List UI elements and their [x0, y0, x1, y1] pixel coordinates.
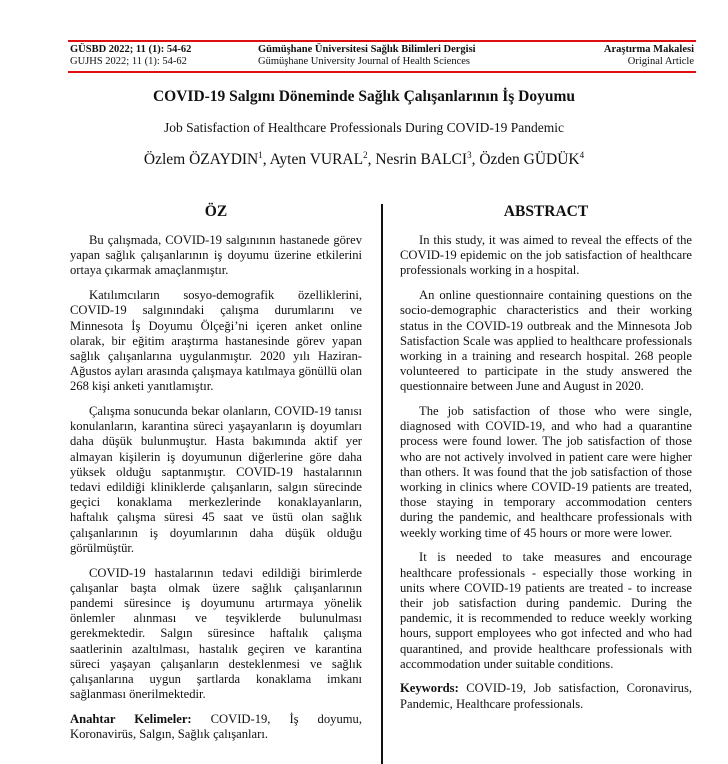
article-type-en: Original Article: [627, 56, 694, 67]
abstract-heading: ABSTRACT: [503, 203, 589, 220]
paper-title: COVID-19 Salgını Döneminde Sağlık Çalışanlarının İş Doyumu: [152, 88, 576, 105]
oz-heading: ÖZ: [204, 203, 228, 220]
article-type: [604, 44, 694, 68]
oz-section: [70, 203, 362, 742]
journal-header: [68, 40, 696, 73]
author-affiliation: 4: [579, 149, 585, 160]
author-name: Ayten VURAL: [269, 151, 364, 168]
oz-paragraph: COVID-19 hastalarının tedavi edildiği birimlerde çalışanlar başta olmak üzere sağlık çalışanlarının pandemi süresince iş doyumunu artırmaya yönelik önlemler alınması ve teşviklerde bulunulması gerekmektedir. Salgın süresince haftalık çalışma saatlerinin azaltılması, hastalık geçiren ve karantina süreci yaşayan çalışanların desteklenmesi ve sağlık çalışanlarına uygun şartlarda konaklama imkanı sağlanması önerilmektedir.: [70, 565, 362, 702]
abstract-keywords: [400, 681, 692, 711]
citation-tr: GÜSBD 2022; 11 (1): 54-62: [70, 44, 192, 55]
paper-subtitle: Job Satisfaction of Healthcare Professionals During COVID-19 Pandemic: [163, 120, 565, 135]
oz-paragraph: Çalışma sonucunda bekar olanların, COVID-19 tanısı konulanların, karantina süreci yaşayanların iş doyumları daha düşük bulunmuştur. Hasta bakımında aktif yer almayan kişilerin iş doyumunun diğerlerine göre daha yüksek olduğu saptanmıştır. COVID-19 hastalarının tedavi edildiği kliniklerde çalışanların, salgın sürecinde geçici konaklama merkezlerinde konaklayanların, haftalık çalışma süresi 45 saat ve üstü olan sağlık çalışanlarının iş doyumlarının daha düşük olduğu görülmüştür.: [70, 404, 362, 555]
abstract-paragraph: The job satisfaction of those who were single, diagnosed with COVID-19, and who had a quarantine process were found lower. The job satisfaction of those who are not actively involved in patient care were higher than others. It was found that the job satisfaction of those working in clinics where COVID-19 patients are treated, those staying in temporary accommodation centers during the pandemic, and healthcare professionals with weekly working time of 45 hours or more were lower.: [400, 404, 692, 540]
abstract-keywords-list: COVID-19, Job satisfaction, Coronavirus, Pandemic, Healthcare professionals.: [400, 681, 692, 711]
oz-paragraph: Bu çalışmada, COVID-19 salgınının hastanede görev yapan sağlık çalışanlarının iş doyumu üzerine etkilerini ortaya çıkarmak amaçlanmıştır.: [70, 233, 362, 278]
abstract-paragraph: An online questionnaire containing questions on the socio-demographic characteristics and their working status in the COVID-19 outbreak and the Minnesota Job Satisfaction Scale was applied to healthcare professionals working in a training and research hospital. 268 people volunteered to participate in the study answered the questionnaire between June and August in 2020.: [400, 288, 692, 394]
abstract-keywords-label: Keywords:: [400, 681, 459, 696]
abstract-section: [400, 203, 692, 712]
journal-name: [258, 44, 476, 68]
author-affiliation: 1: [258, 149, 263, 160]
oz-paragraph: Katılımcıların sosyo-demografik özelliklerini, COVID-19 salgınındaki çalışma durumlarını ve Minnesota İş Doyumu Ölçeği’ni içeren anket online olarak, bir eğitim araştırma hastanesinde görev yapan sağlık çalışanlarına uygulanmıştır. 2020 yılı Haziran-Ağustos ayları arasında çalışmaya katılmaya gönüllü olan 268 kişi anketi yanıtlamıştır.: [70, 288, 362, 394]
author-name: Özden GÜDÜK: [479, 151, 580, 168]
oz-keywords-list: COVID-19, İş doyumu, Koronavirüs, Salgın, Sağlık çalışanları.: [70, 711, 362, 742]
journal-name-tr: Gümüşhane Üniversitesi Sağlık Bilimleri Dergisi: [258, 44, 476, 55]
author-name: Özlem ÖZAYDIN: [143, 151, 259, 168]
author-affiliation: 2: [363, 149, 368, 160]
author-affiliation: 3: [467, 149, 472, 160]
author-name: Nesrin BALCI: [375, 151, 468, 168]
author-list: Özlem ÖZAYDIN$^1$, Ayten VURAL$^2$, Nesrin BALCI$^3$, Özden GÜDÜK$^4$: [143, 149, 585, 168]
oz-keywords: [70, 712, 362, 742]
journal-name-en: Gümüşhane University Journal of Health Sciences: [258, 56, 470, 67]
citation-en: GUJHS 2022; 11 (1): 54-62: [70, 56, 187, 67]
column-divider: [381, 204, 383, 764]
oz-keywords-label: Anahtar Kelimeler:: [70, 711, 192, 726]
journal-citation: [70, 44, 191, 68]
article-type-tr: Araştırma Makalesi: [603, 44, 694, 55]
abstract-paragraph: In this study, it was aimed to reveal the effects of the COVID-19 epidemic on the job satisfaction of healthcare professionals working in a hospital.: [400, 233, 692, 278]
abstract-paragraph: It is needed to take measures and encourage healthcare professionals - especially those working in units where COVID-19 patients are treated - to increase their job satisfaction during pandemic. During the pandemic, it is recommended to reduce weekly working hours, support employees who got infected and who had quarantined, and provide healthcare professionals with accommodation under suitable conditions.: [400, 550, 692, 671]
